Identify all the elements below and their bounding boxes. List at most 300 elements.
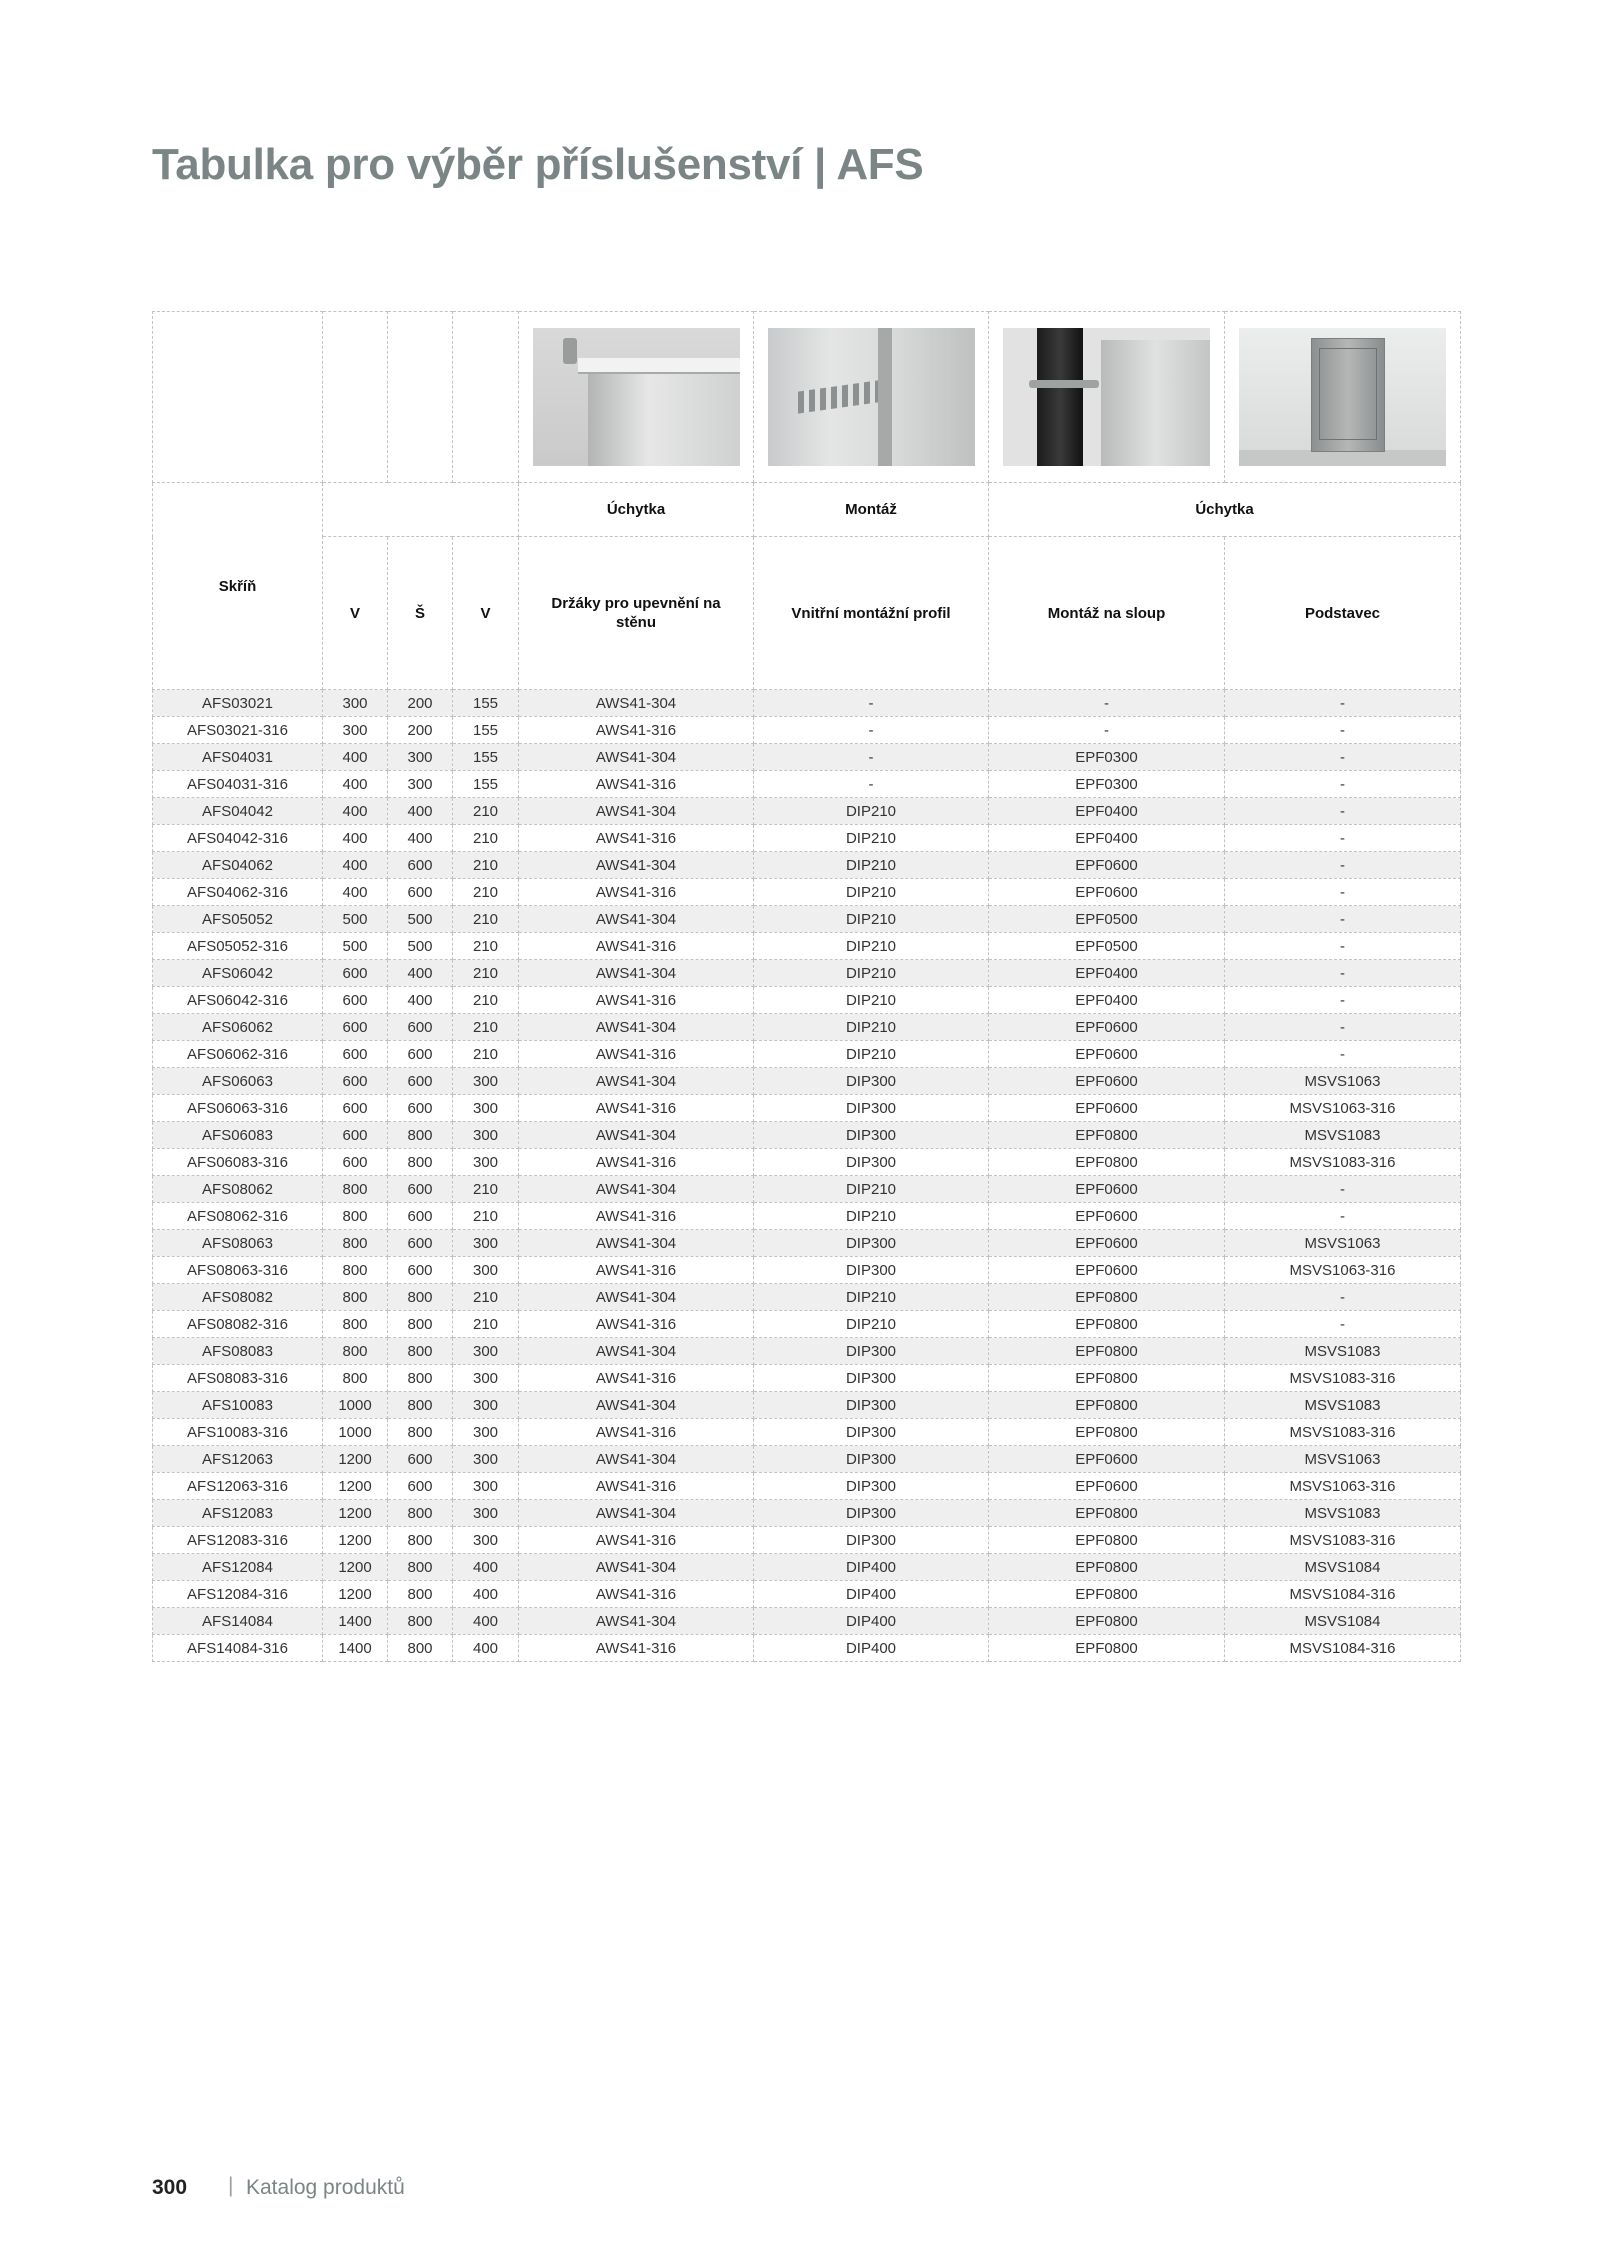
profile-code: DIP210 [754,798,989,825]
empty-cell [453,312,519,483]
width-value: 800 [388,1554,453,1581]
empty-cell [323,312,388,483]
height-value: 400 [323,825,388,852]
wall-bracket-code: AWS41-304 [519,1122,754,1149]
width-value: 600 [388,852,453,879]
plinth-code: - [1225,744,1461,771]
header-enclosure: Skříň [153,483,323,690]
width-value: 800 [388,1500,453,1527]
table-row [153,1527,1461,1554]
header-height: V [323,537,388,690]
header-depth: V [453,537,519,690]
height-value: 800 [323,1203,388,1230]
width-value: 600 [388,1446,453,1473]
width-value: 800 [388,1419,453,1446]
enclosure-code: AFS06062-316 [153,1041,323,1068]
plinth-code: - [1225,879,1461,906]
plinth-code: - [1225,960,1461,987]
wall-bracket-code: AWS41-316 [519,1203,754,1230]
wall-bracket-code: AWS41-316 [519,987,754,1014]
header-group-attachment-2: Úchytka [989,483,1461,537]
table-row [153,852,1461,879]
depth-value: 155 [453,771,519,798]
height-value: 500 [323,933,388,960]
plinth-code: - [1225,1176,1461,1203]
pole-mount-code: EPF0600 [989,1473,1225,1500]
width-value: 600 [388,1230,453,1257]
pole-mount-code: EPF0400 [989,960,1225,987]
pole-mount-code: EPF0600 [989,879,1225,906]
table-row [153,798,1461,825]
pole-mount-code: - [989,717,1225,744]
pole-mount-code: EPF0800 [989,1554,1225,1581]
enclosure-code: AFS14084-316 [153,1635,323,1662]
plinth-code: MSVS1084 [1225,1554,1461,1581]
plinth-code: - [1225,933,1461,960]
profile-code: DIP210 [754,1176,989,1203]
depth-value: 300 [453,1500,519,1527]
mounting-profile-photo [768,328,975,466]
pole-mount-code: EPF0800 [989,1149,1225,1176]
pole-mount-code: EPF0400 [989,798,1225,825]
table-row [153,690,1461,717]
wall-bracket-photo [533,328,740,466]
table-row [153,1419,1461,1446]
width-value: 800 [388,1581,453,1608]
plinth-code: - [1225,987,1461,1014]
height-value: 1200 [323,1473,388,1500]
pole-mount-code: EPF0800 [989,1635,1225,1662]
height-value: 600 [323,1041,388,1068]
table-row [153,1041,1461,1068]
width-value: 800 [388,1635,453,1662]
height-value: 1000 [323,1392,388,1419]
wall-bracket-code: AWS41-316 [519,1419,754,1446]
width-value: 800 [388,1365,453,1392]
pole-mount-code: EPF0600 [989,1446,1225,1473]
enclosure-code: AFS04042 [153,798,323,825]
pole-mount-code: EPF0600 [989,852,1225,879]
plinth-code: MSVS1063 [1225,1230,1461,1257]
profile-code: - [754,690,989,717]
enclosure-code: AFS04031-316 [153,771,323,798]
wall-bracket-code: AWS41-304 [519,906,754,933]
pole-mount-photo [1003,328,1210,466]
footer-text: Katalog produktů [246,2176,405,2199]
enclosure-code: AFS04062 [153,852,323,879]
depth-value: 155 [453,717,519,744]
height-value: 800 [323,1365,388,1392]
plinth-code: - [1225,771,1461,798]
profile-code: DIP300 [754,1500,989,1527]
profile-code: DIP400 [754,1635,989,1662]
enclosure-code: AFS04062-316 [153,879,323,906]
enclosure-code: AFS08063-316 [153,1257,323,1284]
plinth-code: MSVS1084 [1225,1608,1461,1635]
pole-mount-code: EPF0800 [989,1527,1225,1554]
width-value: 800 [388,1284,453,1311]
page-number: 300 [152,2176,188,2199]
table-row [153,1581,1461,1608]
profile-code: DIP300 [754,1338,989,1365]
enclosure-code: AFS12084-316 [153,1581,323,1608]
page-title: Tabulka pro výběr příslušenství | AFS [152,140,924,189]
width-value: 500 [388,933,453,960]
profile-code: DIP400 [754,1608,989,1635]
enclosure-code: AFS05052-316 [153,933,323,960]
plinth-code: - [1225,1311,1461,1338]
width-value: 800 [388,1149,453,1176]
profile-code: DIP300 [754,1392,989,1419]
height-value: 400 [323,771,388,798]
plinth-code: MSVS1063-316 [1225,1257,1461,1284]
depth-value: 210 [453,852,519,879]
plinth-photo [1239,328,1446,466]
profile-code: DIP210 [754,960,989,987]
plinth-code: MSVS1083 [1225,1392,1461,1419]
profile-code: DIP300 [754,1122,989,1149]
pole-mount-code: EPF0600 [989,1068,1225,1095]
width-value: 500 [388,906,453,933]
height-value: 600 [323,1095,388,1122]
pole-mount-code: EPF0800 [989,1419,1225,1446]
table-row [153,1635,1461,1662]
width-value: 200 [388,717,453,744]
width-value: 600 [388,1068,453,1095]
height-value: 400 [323,879,388,906]
wall-bracket-code: AWS41-316 [519,1635,754,1662]
width-value: 400 [388,798,453,825]
depth-value: 300 [453,1473,519,1500]
depth-value: 400 [453,1635,519,1662]
plinth-code: MSVS1063-316 [1225,1095,1461,1122]
table-row [153,1338,1461,1365]
depth-value: 210 [453,906,519,933]
wall-bracket-code: AWS41-316 [519,933,754,960]
width-value: 600 [388,1095,453,1122]
depth-value: 210 [453,1041,519,1068]
pole-mount-code: EPF0800 [989,1122,1225,1149]
pole-mount-code: EPF0500 [989,906,1225,933]
pole-mount-code: EPF0300 [989,744,1225,771]
wall-bracket-code: AWS41-316 [519,1527,754,1554]
header-empty [323,483,519,537]
table-row [153,1014,1461,1041]
depth-value: 300 [453,1230,519,1257]
width-value: 800 [388,1527,453,1554]
wall-bracket-code: AWS41-304 [519,1608,754,1635]
plinth-code: - [1225,798,1461,825]
height-value: 600 [323,987,388,1014]
height-value: 1200 [323,1446,388,1473]
profile-code: DIP210 [754,1014,989,1041]
width-value: 400 [388,987,453,1014]
height-value: 400 [323,852,388,879]
enclosure-code: AFS03021-316 [153,717,323,744]
table-row [153,1392,1461,1419]
width-value: 800 [388,1392,453,1419]
width-value: 600 [388,1203,453,1230]
depth-value: 300 [453,1068,519,1095]
depth-value: 300 [453,1095,519,1122]
depth-value: 210 [453,1284,519,1311]
depth-value: 300 [453,1149,519,1176]
profile-code: DIP210 [754,825,989,852]
width-value: 800 [388,1311,453,1338]
table-row [153,825,1461,852]
table-row [153,771,1461,798]
height-value: 600 [323,1068,388,1095]
depth-value: 300 [453,1419,519,1446]
width-value: 400 [388,960,453,987]
depth-value: 300 [453,1338,519,1365]
profile-code: DIP210 [754,906,989,933]
enclosure-code: AFS12083 [153,1500,323,1527]
plinth-code: - [1225,690,1461,717]
wall-bracket-code: AWS41-304 [519,1230,754,1257]
wall-bracket-code: AWS41-316 [519,1095,754,1122]
pole-mount-code: EPF0800 [989,1608,1225,1635]
wall-bracket-code: AWS41-304 [519,744,754,771]
wall-bracket-code: AWS41-316 [519,1149,754,1176]
wall-bracket-code: AWS41-304 [519,1176,754,1203]
header-group-mounting: Montáž [754,483,989,537]
profile-code: DIP300 [754,1230,989,1257]
enclosure-code: AFS12063 [153,1446,323,1473]
accessory-table [152,311,1461,1662]
table-row [153,1446,1461,1473]
table-row [153,1230,1461,1257]
product-image-cell [1225,312,1461,483]
wall-bracket-code: AWS41-316 [519,771,754,798]
pole-mount-code: EPF0800 [989,1284,1225,1311]
profile-code: DIP300 [754,1095,989,1122]
footer-separator: | [228,2174,234,2197]
wall-bracket-code: AWS41-304 [519,1338,754,1365]
height-value: 800 [323,1338,388,1365]
profile-code: DIP210 [754,933,989,960]
plinth-code: - [1225,906,1461,933]
table-row [153,1608,1461,1635]
header-mounting-profile: Vnitřní montážní profil [754,537,989,690]
profile-code: - [754,744,989,771]
profile-code: DIP300 [754,1257,989,1284]
height-value: 800 [323,1176,388,1203]
enclosure-code: AFS08062 [153,1176,323,1203]
table-row [153,1311,1461,1338]
depth-value: 300 [453,1257,519,1284]
depth-value: 300 [453,1365,519,1392]
pole-mount-code: EPF0800 [989,1392,1225,1419]
table-row [153,1176,1461,1203]
table-row [153,1095,1461,1122]
width-value: 400 [388,825,453,852]
profile-code: DIP300 [754,1473,989,1500]
height-value: 600 [323,1122,388,1149]
width-value: 200 [388,690,453,717]
pole-mount-code: EPF0600 [989,1230,1225,1257]
depth-value: 210 [453,825,519,852]
pole-mount-code: - [989,690,1225,717]
wall-bracket-code: AWS41-304 [519,690,754,717]
enclosure-code: AFS06042-316 [153,987,323,1014]
plinth-code: MSVS1063 [1225,1068,1461,1095]
enclosure-code: AFS06062 [153,1014,323,1041]
table-row [153,1068,1461,1095]
height-value: 1000 [323,1419,388,1446]
height-value: 1200 [323,1581,388,1608]
height-value: 800 [323,1284,388,1311]
profile-code: DIP300 [754,1527,989,1554]
height-value: 600 [323,960,388,987]
height-value: 1400 [323,1635,388,1662]
plinth-code: MSVS1083-316 [1225,1149,1461,1176]
pole-mount-code: EPF0600 [989,1203,1225,1230]
width-value: 600 [388,1014,453,1041]
wall-bracket-code: AWS41-304 [519,1284,754,1311]
table-row [153,1257,1461,1284]
enclosure-code: AFS06063-316 [153,1095,323,1122]
wall-bracket-code: AWS41-316 [519,717,754,744]
profile-code: DIP210 [754,852,989,879]
plinth-code: MSVS1063-316 [1225,1473,1461,1500]
header-pole-mount: Montáž na sloup [989,537,1225,690]
height-value: 1200 [323,1500,388,1527]
enclosure-code: AFS08082 [153,1284,323,1311]
product-image-cell [754,312,989,483]
width-value: 600 [388,1041,453,1068]
depth-value: 300 [453,1392,519,1419]
width-value: 600 [388,1473,453,1500]
table-row [153,906,1461,933]
wall-bracket-code: AWS41-316 [519,825,754,852]
depth-value: 210 [453,987,519,1014]
enclosure-code: AFS06083-316 [153,1149,323,1176]
width-value: 600 [388,1257,453,1284]
height-value: 300 [323,690,388,717]
table-row [153,1500,1461,1527]
height-value: 1200 [323,1554,388,1581]
pole-mount-code: EPF0400 [989,825,1225,852]
plinth-code: - [1225,1041,1461,1068]
height-value: 1200 [323,1527,388,1554]
header-width: Š [388,537,453,690]
depth-value: 210 [453,798,519,825]
wall-bracket-code: AWS41-316 [519,1311,754,1338]
plinth-code: - [1225,717,1461,744]
wall-bracket-code: AWS41-316 [519,1041,754,1068]
depth-value: 300 [453,1122,519,1149]
pole-mount-code: EPF0800 [989,1500,1225,1527]
plinth-code: MSVS1083 [1225,1500,1461,1527]
profile-code: DIP300 [754,1419,989,1446]
depth-value: 210 [453,1014,519,1041]
table-row [153,744,1461,771]
wall-bracket-code: AWS41-316 [519,1257,754,1284]
wall-bracket-code: AWS41-304 [519,1446,754,1473]
table-row [153,933,1461,960]
depth-value: 300 [453,1527,519,1554]
width-value: 300 [388,744,453,771]
header-plinth: Podstavec [1225,537,1461,690]
table-row [153,717,1461,744]
enclosure-code: AFS06083 [153,1122,323,1149]
depth-value: 210 [453,1311,519,1338]
enclosure-code: AFS08082-316 [153,1311,323,1338]
enclosure-code: AFS12063-316 [153,1473,323,1500]
depth-value: 210 [453,960,519,987]
height-value: 300 [323,717,388,744]
height-value: 800 [323,1230,388,1257]
enclosure-code: AFS08062-316 [153,1203,323,1230]
plinth-code: MSVS1083 [1225,1338,1461,1365]
depth-value: 400 [453,1608,519,1635]
empty-cell [153,312,323,483]
enclosure-code: AFS10083-316 [153,1419,323,1446]
profile-code: DIP300 [754,1365,989,1392]
plinth-code: - [1225,1284,1461,1311]
depth-value: 210 [453,879,519,906]
profile-code: DIP210 [754,987,989,1014]
table-row [153,879,1461,906]
empty-cell [388,312,453,483]
wall-bracket-code: AWS41-316 [519,1365,754,1392]
plinth-code: MSVS1063 [1225,1446,1461,1473]
enclosure-code: AFS08083-316 [153,1365,323,1392]
enclosure-code: AFS10083 [153,1392,323,1419]
profile-code: DIP400 [754,1554,989,1581]
enclosure-code: AFS05052 [153,906,323,933]
wall-bracket-code: AWS41-304 [519,1392,754,1419]
header-group-attachment: Úchytka [519,483,754,537]
pole-mount-code: EPF0600 [989,1257,1225,1284]
wall-bracket-code: AWS41-304 [519,1500,754,1527]
enclosure-code: AFS12083-316 [153,1527,323,1554]
table-row [153,987,1461,1014]
height-value: 600 [323,1149,388,1176]
wall-bracket-code: AWS41-316 [519,1473,754,1500]
product-image-cell [989,312,1225,483]
profile-code: DIP210 [754,1041,989,1068]
profile-code: DIP210 [754,1311,989,1338]
depth-value: 210 [453,933,519,960]
wall-bracket-code: AWS41-304 [519,1554,754,1581]
height-value: 800 [323,1257,388,1284]
plinth-code: - [1225,1014,1461,1041]
pole-mount-code: EPF0800 [989,1581,1225,1608]
table-body [153,690,1461,1662]
depth-value: 400 [453,1581,519,1608]
wall-bracket-code: AWS41-304 [519,798,754,825]
wall-bracket-code: AWS41-304 [519,960,754,987]
profile-code: - [754,771,989,798]
height-value: 400 [323,798,388,825]
table-row [153,1554,1461,1581]
plinth-code: - [1225,852,1461,879]
enclosure-code: AFS06063 [153,1068,323,1095]
table-row [153,960,1461,987]
enclosure-code: AFS08083 [153,1338,323,1365]
profile-code: DIP300 [754,1068,989,1095]
profile-code: DIP300 [754,1446,989,1473]
enclosure-code: AFS04031 [153,744,323,771]
height-value: 1400 [323,1608,388,1635]
enclosure-code: AFS08063 [153,1230,323,1257]
pole-mount-code: EPF0500 [989,933,1225,960]
wall-bracket-code: AWS41-304 [519,852,754,879]
wall-bracket-code: AWS41-316 [519,1581,754,1608]
table-row [153,1122,1461,1149]
